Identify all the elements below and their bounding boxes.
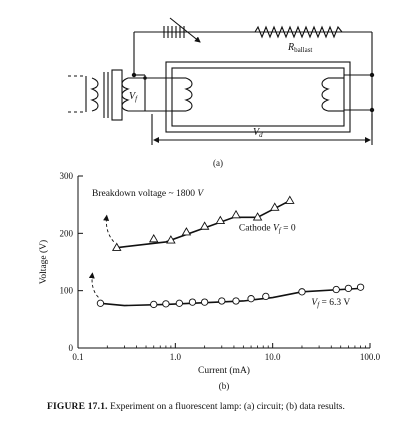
transformer <box>68 70 152 120</box>
y-tick-label: 300 <box>59 171 73 181</box>
junction-dot <box>370 73 374 77</box>
circuit-diagram <box>68 18 372 145</box>
data-point-circle <box>248 295 254 301</box>
right-filament <box>322 78 328 111</box>
data-point-triangle <box>201 222 209 229</box>
data-point-circle <box>233 298 239 304</box>
data-point-circle <box>151 301 157 307</box>
x-tick-label: 10.0 <box>264 352 281 362</box>
data-point-triangle <box>232 211 240 218</box>
caption-text: Experiment on a fluorescent lamp: (a) circuit; (b) data results. <box>110 402 345 412</box>
breakdown-arrow <box>92 273 98 297</box>
y-tick-label: 100 <box>59 285 73 296</box>
data-point-triangle <box>286 196 294 203</box>
breakdown-annotation: Breakdown voltage ~ 1800 V <box>92 189 204 199</box>
data-point-circle <box>345 285 351 291</box>
data-point-triangle <box>182 228 190 235</box>
ballast-label: $R_{ballast}$ <box>288 42 313 54</box>
x-tick-label: 100.0 <box>359 352 381 362</box>
data-point-circle <box>189 299 195 305</box>
series-label: $V_f = 6.3$ V <box>311 298 351 309</box>
voltage-current-chart <box>60 171 381 362</box>
data-point-triangle <box>216 217 224 224</box>
series-label: Cathode $V_f = 0$ <box>238 223 296 235</box>
junction-dot <box>143 76 147 80</box>
vd-label: $V_d$ <box>253 127 263 139</box>
x-tick-label: 1.0 <box>169 352 181 362</box>
data-point-circle <box>299 289 305 295</box>
chart-series <box>92 196 364 309</box>
data-point-circle <box>201 299 207 305</box>
figure-number: FIGURE 17.1. <box>47 402 108 412</box>
data-point-circle <box>163 301 169 307</box>
junction-dot <box>370 108 374 112</box>
chart-axes <box>60 171 381 362</box>
data-point-circle <box>219 298 225 304</box>
data-point-circle <box>357 284 363 290</box>
data-point-circle <box>97 300 103 306</box>
x-tick-label: 0.1 <box>72 352 84 362</box>
left-filament <box>186 78 192 111</box>
y-tick-label: 0 <box>68 343 73 353</box>
lamp-tube-inner <box>172 68 344 126</box>
panel-label-b: (b) <box>218 381 230 391</box>
y-axis-label: Voltage (V) <box>39 239 49 285</box>
junction-dot <box>132 73 136 77</box>
x-axis-label: Current (mA) <box>198 366 250 376</box>
data-point-triangle <box>150 235 158 242</box>
data-point-circle <box>333 286 339 292</box>
breakdown-arrow <box>106 216 113 242</box>
figure-caption <box>47 402 407 412</box>
vf-label: $V_f$ <box>129 91 138 103</box>
y-tick-label: 200 <box>59 228 73 239</box>
data-point-circle <box>176 300 182 306</box>
data-point-circle <box>263 293 269 299</box>
panel-label-a: (a) <box>213 158 223 168</box>
variable-resistor <box>164 18 200 42</box>
